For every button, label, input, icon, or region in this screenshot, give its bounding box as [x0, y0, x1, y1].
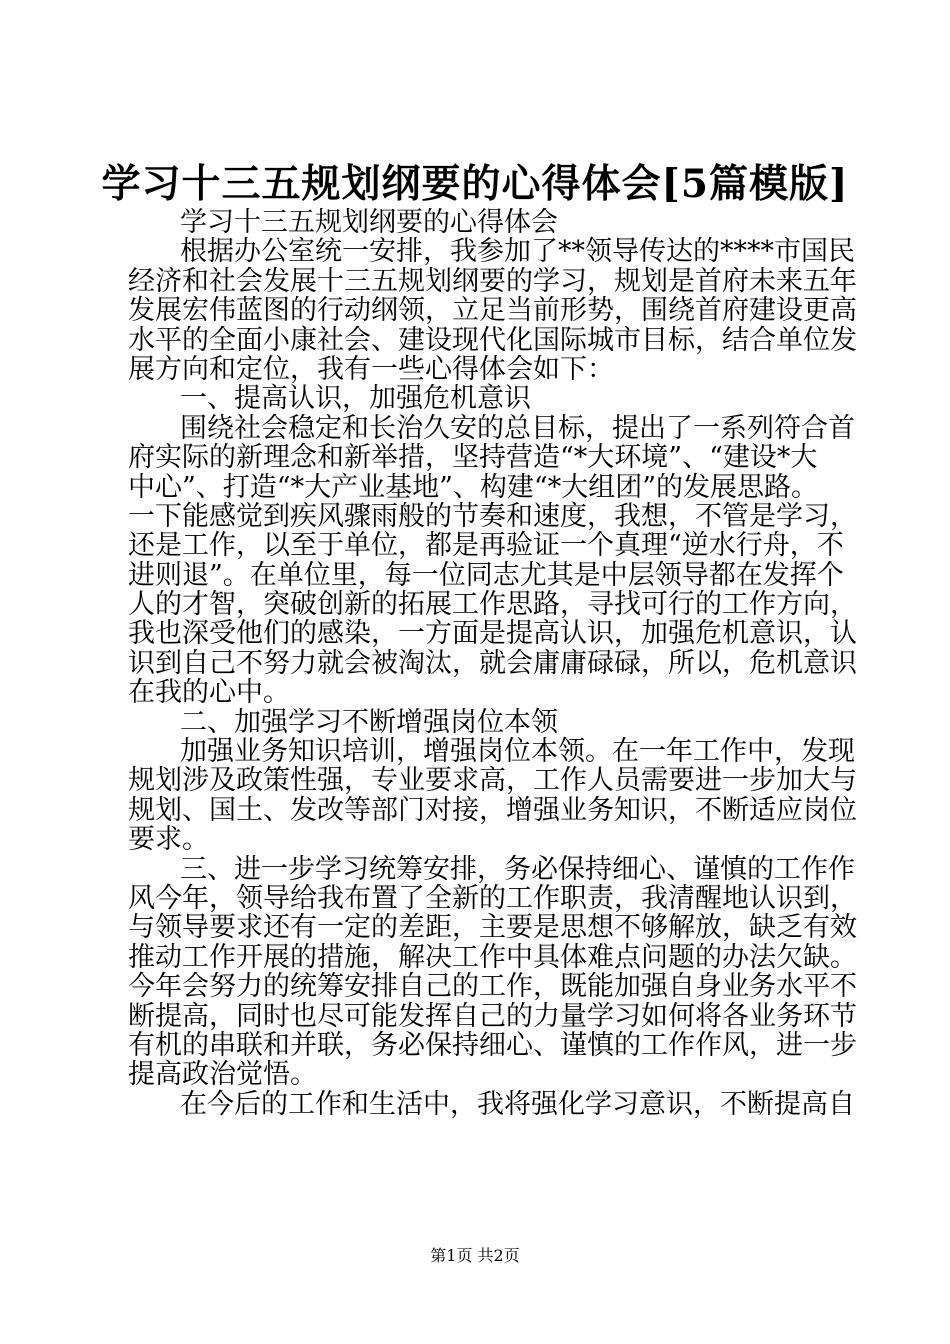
body-line: 根据办公室统一安排，我参加了**领导传达的****市国民: [180, 236, 855, 268]
body-line: 断提高，同时也尽可能发挥自己的力量学习如何将各业务环节: [128, 1000, 857, 1032]
body-line: 人的才智，突破创新的拓展工作思路，寻找可行的工作方向，: [128, 589, 857, 621]
body-line: 加强业务知识培训，增强岗位本领。在一年工作中，发现: [180, 736, 855, 768]
body-line: 规划、国土、发改等部门对接，增强业务知识，不断适应岗位: [128, 794, 857, 826]
body-line: 识到自己不努力就会被淘汰，就会庸庸碌碌，所以，危机意识: [128, 647, 857, 679]
body-line: 规划涉及政策性强，专业要求高，工作人员需要进一步加大与: [128, 765, 857, 797]
body-line: 一、提高认识，加强危机意识: [180, 383, 531, 415]
document-body: [128, 207, 857, 1120]
body-line: 二、加强学习不断增强岗位本领: [180, 706, 558, 738]
body-line: 在今后的工作和生活中，我将强化学习意识，不断提高自: [180, 1088, 855, 1120]
body-line: 一下能感觉到疾风骤雨般的节奏和速度，我想，不管是学习，: [128, 500, 857, 532]
body-line: 发展宏伟蓝图的行动纲领，立足当前形势，围绕首府建设更高: [128, 295, 857, 327]
body-line: 经济和社会发展十三五规划纲要的学习，规划是首府未来五年: [128, 265, 857, 297]
body-line: 与领导要求还有一定的差距，主要是思想不够解放，缺乏有效: [128, 912, 857, 944]
document-title: 学习十三五规划纲要的心得体会[5篇模版]: [101, 161, 849, 207]
body-line: 水平的全面小康社会、建设现代化国际城市目标，结合单位发: [128, 324, 857, 356]
page-footer: 第1页 共2页: [430, 1246, 520, 1265]
body-line: 三、进一步学习统筹安排，务必保持细心、谨慎的工作作: [180, 853, 855, 885]
body-line: 展方向和定位，我有一些心得体会如下：: [128, 353, 614, 385]
body-line: 今年会努力的统筹安排自己的工作，既能加强自身业务水平不: [128, 971, 857, 1003]
body-line: 还是工作，以至于单位，都是再验证一个真理“逆水行舟，不: [128, 530, 844, 562]
body-line: 有机的串联和并联，务必保持细心、谨慎的工作作风，进一步: [128, 1029, 857, 1061]
body-line: 要求。: [128, 824, 209, 856]
body-line: 风今年，领导给我布置了全新的工作职责，我清醒地认识到，: [128, 882, 857, 914]
body-line: 推动工作开展的措施，解决工作中具体难点问题的办法欠缺。: [128, 941, 857, 973]
body-line: 进则退”。在单位里，每一位同志尤其是中层领导都在发挥个: [128, 559, 844, 591]
body-line: 在我的心中。: [128, 677, 290, 709]
body-line: 中心”、打造“*大产业基地”、构建“*大组团”的发展思路。: [128, 471, 819, 503]
body-line: 围绕社会稳定和长治久安的总目标，提出了一系列符合首: [180, 412, 855, 444]
body-line: 我也深受他们的感染，一方面是提高认识，加强危机意识，认: [128, 618, 857, 650]
body-line: 府实际的新理念和新举措，坚持营造“*大环境”、“建设*大: [128, 442, 818, 474]
body-line: 提高政治觉悟。: [128, 1059, 317, 1091]
body-line: 学习十三五规划纲要的心得体会: [180, 207, 558, 238]
